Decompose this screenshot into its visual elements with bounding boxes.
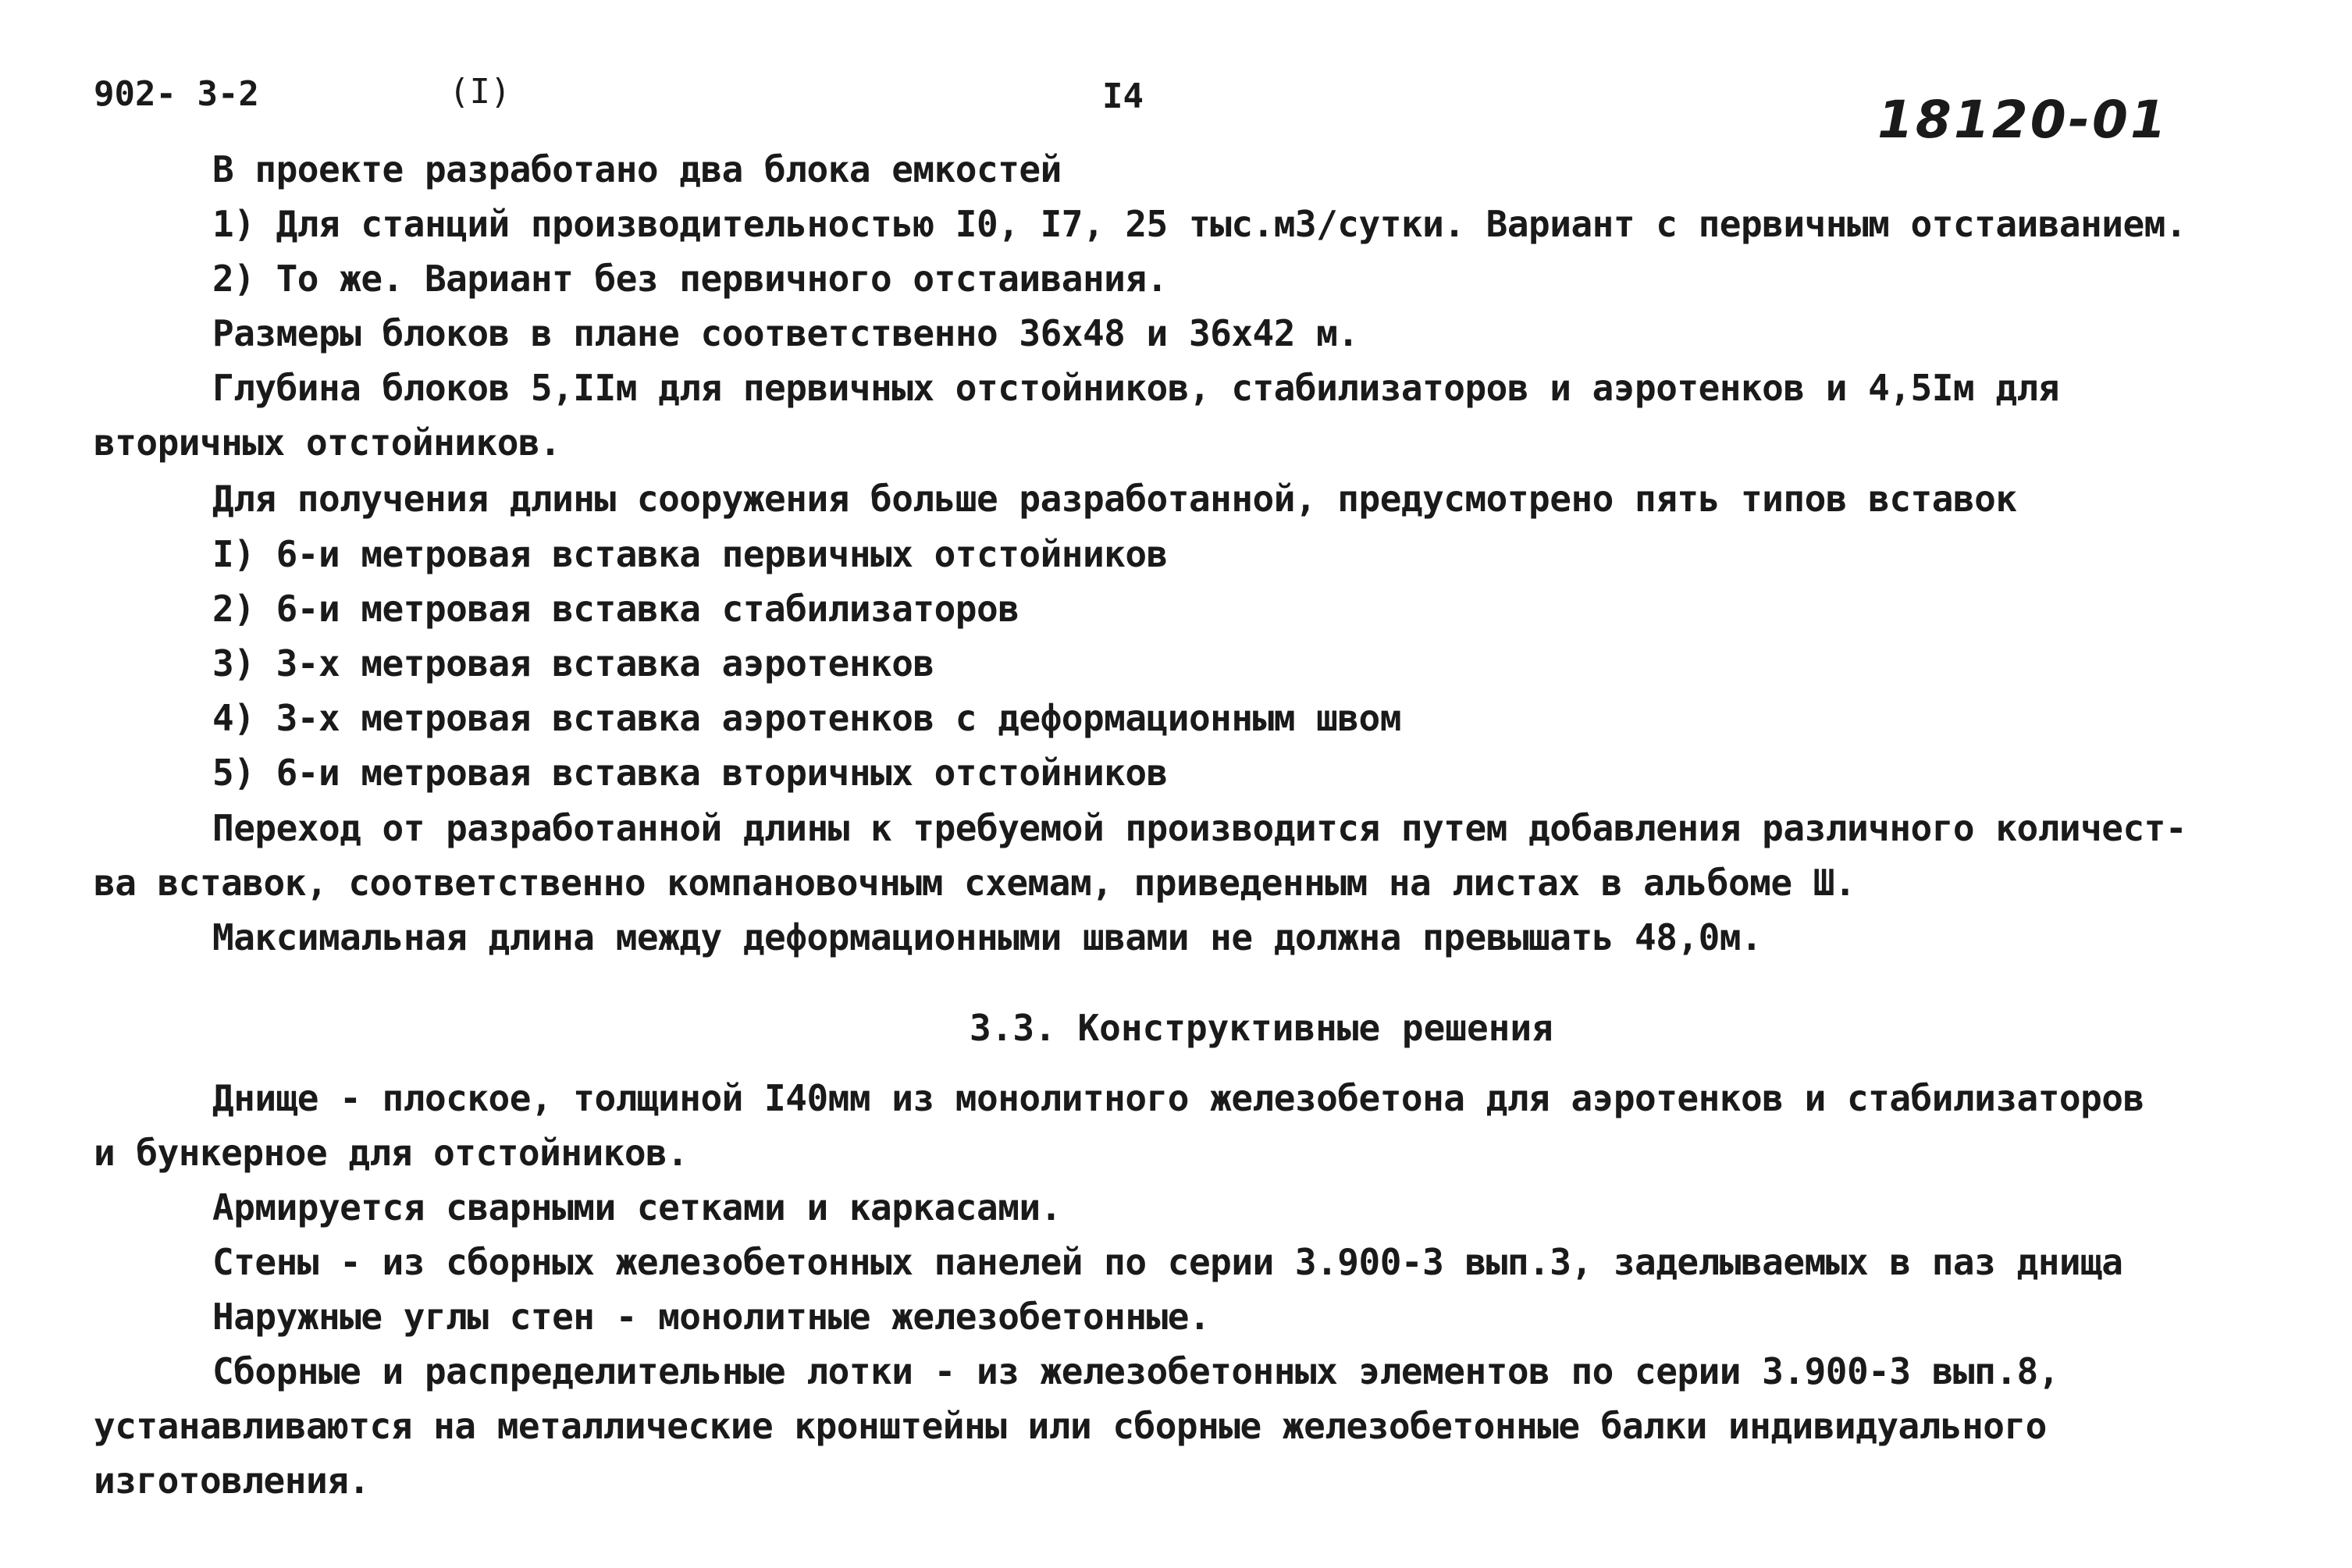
text-line-inserts-intro: Для получения длины сооружения больше разработанной, предусмотрено пять типов вставок bbox=[212, 478, 2017, 520]
text-line-block-depth-cont: вторичных отстойников. bbox=[94, 421, 561, 464]
list-item-insert-2: 2) 6-и метровая вставка стабилизаторов bbox=[212, 588, 1019, 630]
text-line-transition-cont: ва вставок, соответственно компановочным схемам, приведенным на листах в альбоме Ш. bbox=[94, 862, 1856, 904]
text-line-bottom-cont: и бункерное для отстойников. bbox=[94, 1132, 689, 1174]
list-item-insert-5: 5) 6-и метровая вставка вторичных отстойников bbox=[212, 752, 1168, 794]
list-item-insert-4: 4) 3-х метровая вставка аэротенков с деформационным швом bbox=[212, 697, 1401, 739]
text-line-max-length: Максимальная длина между деформационными швами не должна превышать 48,0м. bbox=[212, 916, 1763, 958]
text-line-walls: Стены - из сборных железобетонных панелей по серии 3.900-3 вып.3, заделываемых в паз днища bbox=[212, 1241, 2123, 1283]
text-line-trays: Сборные и распределительные лотки - из железобетонных элементов по серии 3.900-3 вып.8, bbox=[212, 1350, 2059, 1392]
section-heading: 3.3. Конструктивные решения bbox=[970, 1007, 1553, 1049]
list-item-insert-3: 3) 3-х метровая вставка аэротенков bbox=[212, 642, 934, 684]
text-line-reinforcement: Армируется сварными сетками и каркасами. bbox=[212, 1186, 1062, 1228]
text-line-block-sizes: Размеры блоков в плане соответственно 36х48 и 36х42 м. bbox=[212, 312, 1359, 354]
list-item-insert-1: I) 6-и метровая вставка первичных отстойников bbox=[212, 533, 1168, 575]
sheet-marker: (I) bbox=[449, 72, 511, 112]
text-line-variant-1: 1) Для станций производительностью I0, I7, 25 тыс.м3/сутки. Вариант с первичным отстаиванием. bbox=[212, 203, 2187, 245]
text-line-bottom: Днище - плоское, толщиной I40мм из монолитного железобетона для аэротенков и стабилизаторов bbox=[212, 1077, 2144, 1119]
text-line-outer-corners: Наружные углы стен - монолитные железобетонные. bbox=[212, 1296, 1211, 1338]
text-line-trays-end: изготовления. bbox=[94, 1460, 370, 1502]
text-line-trays-cont: устанавливаются на металлические кронштейны или сборные железобетонные балки индивидуального bbox=[94, 1405, 2047, 1447]
handwritten-stamp-number: 18120-01 bbox=[1877, 90, 2169, 150]
document-code: 902- 3-2 bbox=[94, 74, 259, 114]
text-line-variant-2: 2) То же. Вариант без первичного отстаивания. bbox=[212, 258, 1168, 300]
page-number: I4 bbox=[1102, 76, 1144, 116]
text-line-block-depth: Глубина блоков 5,IIм для первичных отстойников, стабилизаторов и аэротенков и 4,5Iм для bbox=[212, 367, 2059, 409]
text-line-transition: Переход от разработанной длины к требуемой производится путем добавления различного количест- bbox=[212, 807, 2187, 849]
text-line-intro: В проекте разработано два блока емкостей bbox=[212, 148, 1062, 190]
